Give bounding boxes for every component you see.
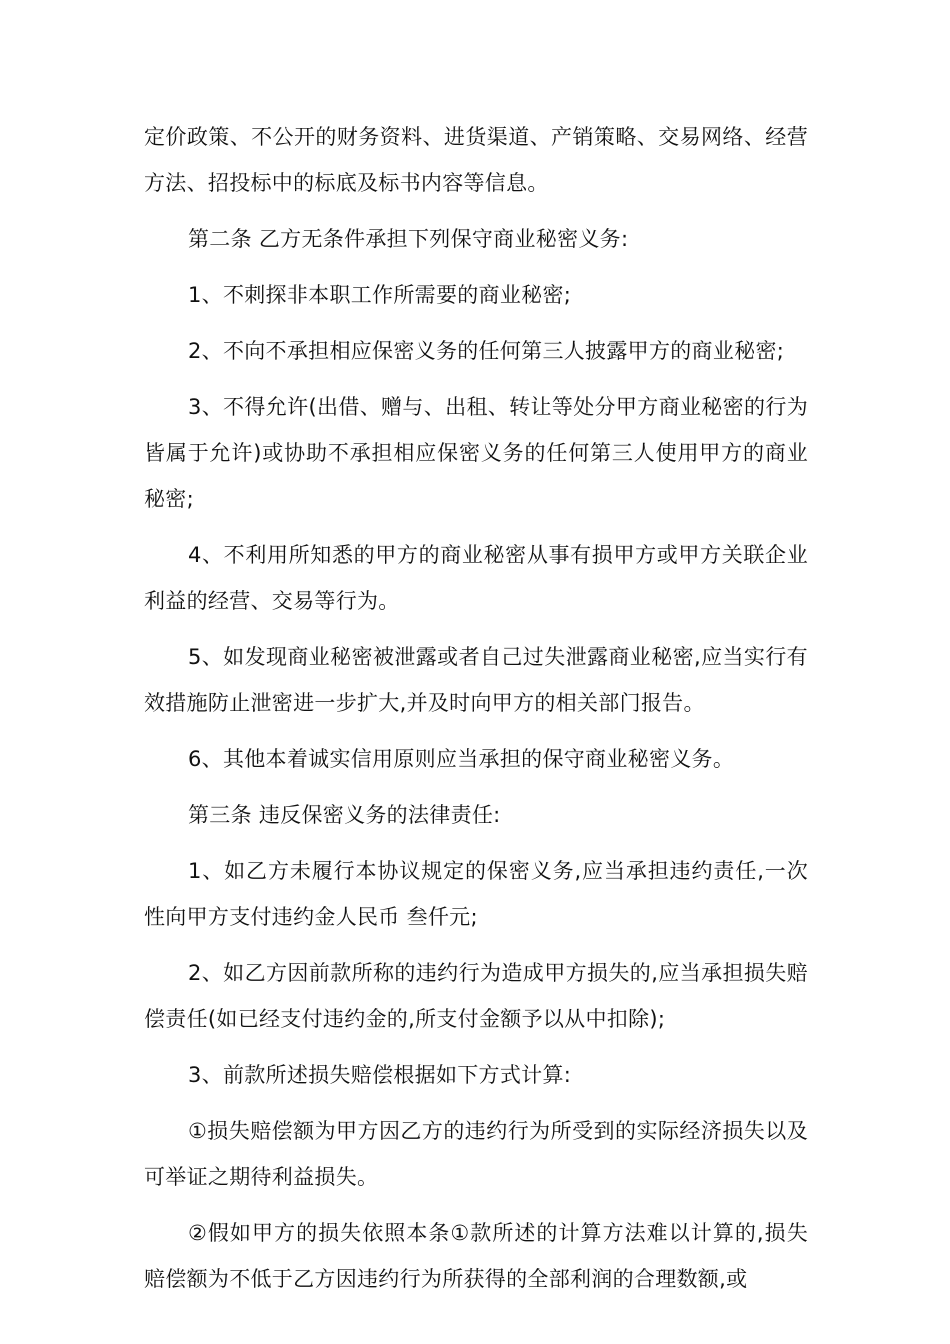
- article-2-item-6: 6、其他本着诚实信用原则应当承担的保守商业秘密义务。: [188, 747, 735, 771]
- article-3-item-1: 1、如乙方未履行本协议规定的保密义务,应当承担违约责任,一次性向甲方支付违约金人民币 叁仟元;: [144, 859, 808, 929]
- article-2-item-3: 3、不得允许(出借、赠与、出租、转让等处分甲方商业秘密的行为皆属于允许)或协助不承担相应保密义务的任何第三人使用甲方的商业秘密;: [144, 395, 808, 511]
- article-2-item-4: 4、不利用所知悉的甲方的商业秘密从事有损甲方或甲方关联企业利益的经营、交易等行为。: [144, 543, 808, 613]
- article-2-heading: 第二条 乙方无条件承担下列保守商业秘密义务:: [188, 227, 629, 251]
- article-2-item-5: 5、如发现商业秘密被泄露或者自己过失泄露商业秘密,应当实行有效措施防止泄密进一步扩大,并及时向甲方的相关部门报告。: [144, 645, 808, 715]
- article-3-heading: 第三条 违反保密义务的法律责任:: [188, 803, 501, 827]
- paragraph-continuation: 定价政策、不公开的财务资料、进货渠道、产销策略、交易网络、经营方法、招投标中的标底及标书内容等信息。: [144, 125, 808, 195]
- document-body: [144, 114, 808, 1312]
- article-3-subitem-1: ①损失赔偿额为甲方因乙方的违约行为所受到的实际经济损失以及可举证之期待利益损失。: [144, 1119, 808, 1189]
- article-3-item-3: 3、前款所述损失赔偿根据如下方式计算:: [188, 1063, 572, 1087]
- article-2-item-1: 1、不刺探非本职工作所需要的商业秘密;: [188, 283, 572, 307]
- article-3-item-2: 2、如乙方因前款所称的违约行为造成甲方损失的,应当承担损失赔偿责任(如已经支付违约金的,所支付金额予以从中扣除);: [144, 961, 808, 1031]
- article-2-item-2: 2、不向不承担相应保密义务的任何第三人披露甲方的商业秘密;: [188, 339, 785, 363]
- article-3-subitem-2: ②假如甲方的损失依照本条①款所述的计算方法难以计算的,损失赔偿额为不低于乙方因违约行为所获得的全部利润的合理数额,或: [144, 1221, 808, 1291]
